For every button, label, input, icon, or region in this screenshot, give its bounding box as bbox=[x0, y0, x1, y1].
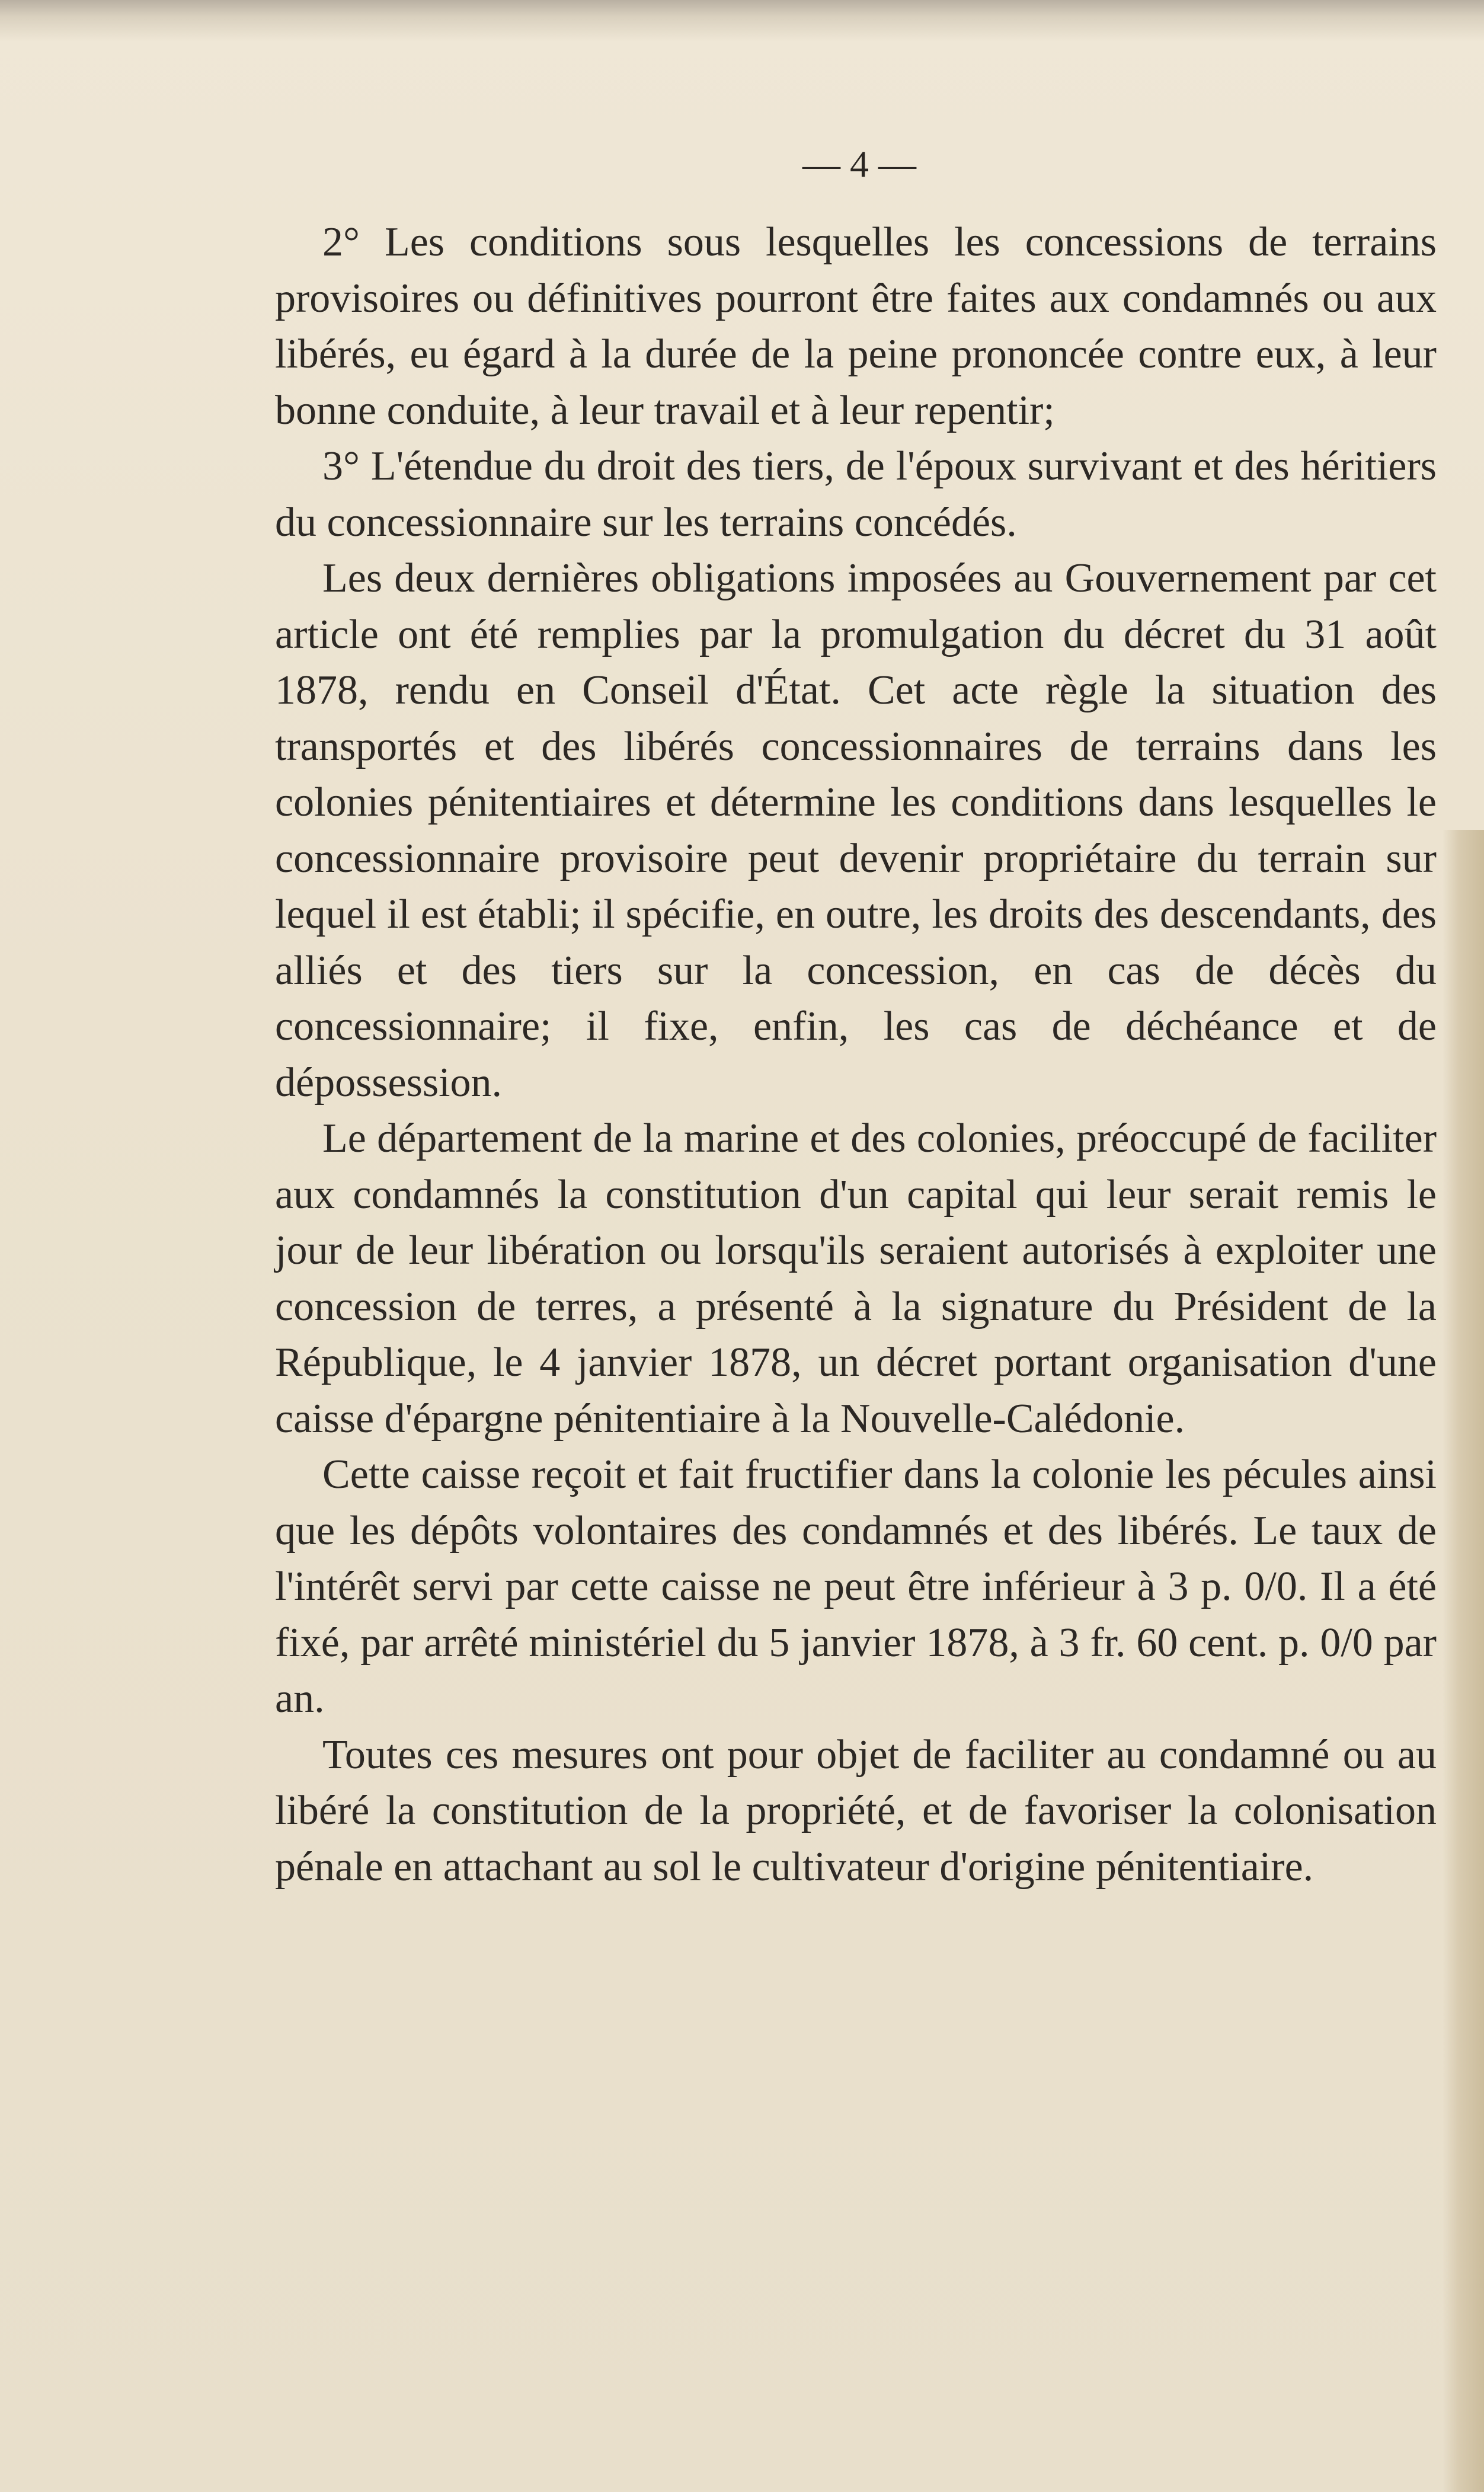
paragraph-decree-1878: Les deux dernières obligations imposées au Gouvernement par cet article ont été remplies par la promulgation du décret du 31 août 1878, rendu en Conseil d'État. Cet acte règle la situation des transportés et des libérés concessionnaires de terrains dans les colonies pénitentiaires et détermine les conditions dans lesquelles le concessionnaire provisoire peut devenir propriétaire du terrain sur lequel il est établi; il spécifie, en outre, les droits des descendants, des alliés et des tiers sur la concession, en cas de décès du concessionnaire; il fixe, enfin, les cas de déchéance et de dépossession. bbox=[275, 555, 1437, 1106]
paragraph-item-2: 2° Les conditions sous lesquelles les concessions de terrains provisoires ou définitives pourront être faites aux condamnés ou aux libérés, eu égard à la durée de la peine prononcée contre eux, à leur bonne conduite, à leur travail et à leur repentir; bbox=[275, 219, 1437, 433]
paragraph-conclusion: Toutes ces mesures ont pour objet de faciliter au condamné ou au libéré la constitution de la propriété, et de favoriser la colonisation pénale en attachant au sol le cultivateur d'origine pénitentiaire. bbox=[275, 1731, 1437, 1890]
paragraph-savings-bank: Cette caisse reçoit et fait fructifier dans la colonie les pécules ainsi que les dépôts volontaires des condamnés et des libérés. Le taux de l'intérêt servi par cette caisse ne peut être inférieur à 3 p. 0/0. Il a été fixé, par arrêté ministériel du 5 janvier 1878, à 3 fr. 60 cent. p. 0/0 par an. bbox=[275, 1452, 1437, 1721]
page-right-edge bbox=[1443, 830, 1484, 2492]
page-top-edge bbox=[0, 0, 1484, 41]
paragraph-item-3: 3° L'étendue du droit des tiers, de l'époux survivant et des héritiers du concessionnaire sur les terrains concédés. bbox=[275, 443, 1437, 545]
page-number: — 4 — bbox=[802, 143, 916, 185]
body-text bbox=[275, 215, 1437, 1895]
paragraph-marine-department: Le département de la marine et des colonies, préoccupé de faciliter aux condamnés la constitution d'un capital qui leur serait remis le jour de leur libération ou lorsqu'ils seraient autorisés à exploiter une concession de terres, a présenté à la signature du Président de la République, le 4 janvier 1878, un décret portant organisation d'une caisse d'épargne pénitentiaire à la Nouvelle-Calédonie. bbox=[275, 1116, 1437, 1442]
